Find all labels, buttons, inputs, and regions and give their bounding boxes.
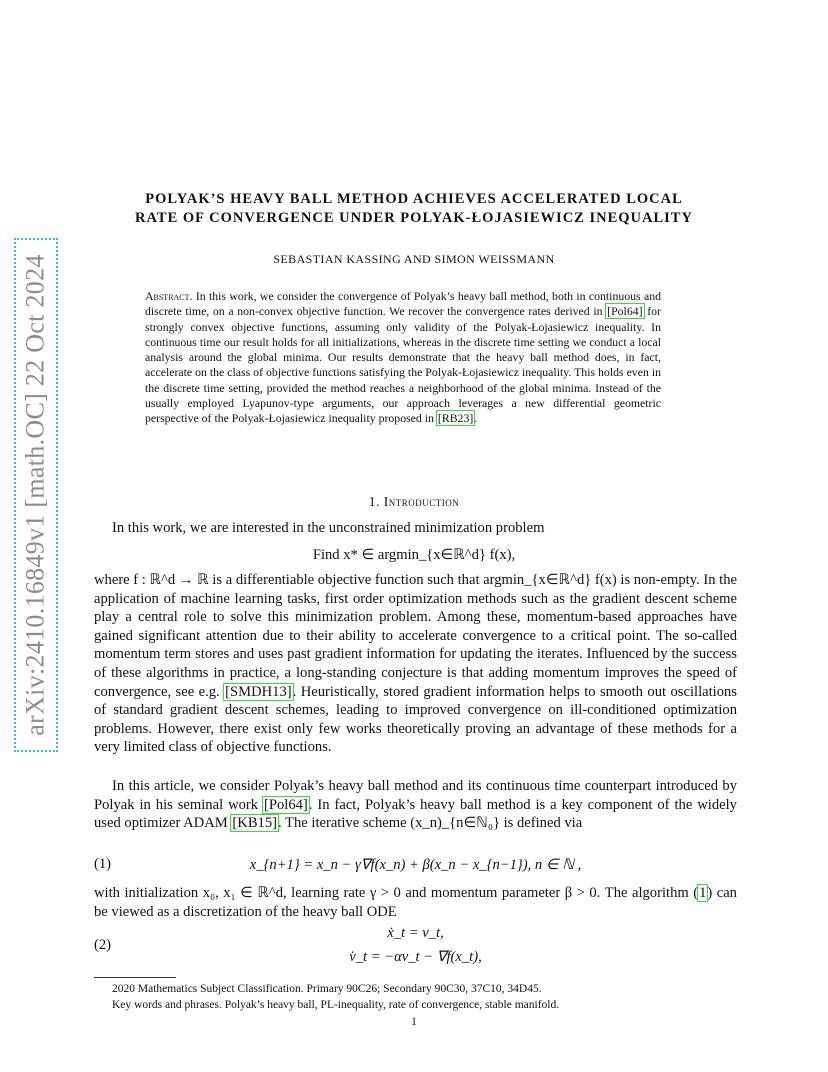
footnote-divider	[94, 977, 176, 978]
title-line-1: POLYAK’S HEAVY BALL METHOD ACHIEVES ACCELERATED LOCAL	[145, 191, 683, 207]
paragraph-3-text-2: ) can be viewed as a discretization of the heavy ball ODE	[94, 885, 737, 920]
paragraph-2	[94, 777, 737, 833]
abstract-text-2: for strongly convex objective functions, assuming only validity of the Polyak-Łojasiewicz inequality. In continuous time our result holds for all initializations, whereas in the discrete time setting we conduct a local analysis around the global minima. Our results demonstrate that the heavy ball method does, in fact, accelerate on the class of objective functions satisfying the Polyak-Łojasiewicz inequality. This holds even in the discrete time setting, provided the method reaches a neighborhood of the global minima. Instead of the usually employed Lyapunov-type arguments, our approach leverages a new differential geometric perspective of the Polyak-Łojasiewicz inequality proposed in	[145, 304, 661, 426]
paragraph-2-text-1: In this article, we consider Polyak’s heavy ball method and its continuous time counterpart introduced by Polyak in his seminal work	[94, 778, 737, 813]
equation-2-line-1: ẋ_t = v_t,	[387, 925, 444, 941]
equation-1	[94, 856, 737, 876]
equation-ref-link[interactable]: 1	[699, 885, 707, 901]
paragraph-2-text-3: . The iterative scheme (x_n)_{n∈ℕ₀} is defined via	[278, 815, 583, 832]
paragraph-1-text-1: where f : ℝ^d → ℝ is a differentiable objective function such that argmin_{x∈ℝ^d} f(x) is non-empty. In the application of machine learning tasks, first order optimization methods such as the gradient descent scheme play a central role to solve this minimization problem. Among these, momentum-based approaches have gained significant attention due to their ability to accelerate convergence to a critical point. The so-called momentum term stores and uses past gradient information for updating the iterates. Influenced by the success of these algorithms in practice, a long-standing conjecture is that adding momentum improves the speed of convergence, see e.g.	[94, 572, 738, 700]
paragraph-3-text-1: with initialization x₀, x₁ ∈ ℝ^d, learning rate γ > 0 and momentum parameter β > 0. The algorithm (	[94, 885, 699, 901]
paragraph-2-text-2: . In fact, Polyak’s heavy ball method is a key component of the widely used optimizer ADAM	[94, 796, 737, 832]
paragraph-3	[94, 884, 737, 921]
equation-2	[94, 925, 737, 969]
title-line-2: RATE OF CONVERGENCE UNDER POLYAK-ŁOJASIEWICZ INEQUALITY	[135, 210, 693, 226]
equation-1-body: x_{n+1} = x_n − γ∇f(x_n) + β(x_n − x_{n−1}), n ∈ ℕ ,	[249, 857, 582, 873]
abstract-text-3: .	[474, 411, 478, 426]
abstract	[145, 289, 661, 427]
abstract-heading: Abstract.	[145, 289, 193, 303]
abstract-text-1: In this work, we consider the convergence of Polyak’s heavy ball method, both in continuous and discrete time, on a non-convex objective function. We recover the convergence rates derived in	[145, 289, 661, 319]
find-formula: Find x* ∈ argmin_{x∈ℝ^d} f(x),	[312, 547, 516, 563]
arxiv-identifier: arXiv:2410.16849v1 [math.OC] 22 Oct 2024	[21, 254, 51, 736]
section-heading: 1. Introduction	[368, 494, 460, 509]
authors: SEBASTIAN KASSING AND SIMON WEISSMANN	[273, 252, 555, 266]
citation-link-pol64[interactable]: [Pol64]	[607, 304, 643, 319]
footnote-keywords: Key words and phrases. Polyak’s heavy ball, PL-inequality, rate of convergence, stable manifold.	[112, 999, 560, 1011]
equation-2-line-2: v̇_t = −αv_t − ∇f(x_t),	[349, 949, 482, 965]
citation-link-pol64-2[interactable]: [Pol64]	[264, 796, 308, 813]
citation-link-smdh13[interactable]: [SMDH13]	[225, 683, 292, 700]
paper-title	[0, 190, 828, 228]
intro-sentence	[94, 519, 737, 538]
citation-link-rb23[interactable]: [RB23]	[437, 411, 474, 426]
equation-1-number: (1)	[94, 856, 112, 872]
equation-2-number: (2)	[94, 937, 112, 953]
citation-link-kb15[interactable]: [KB15]	[232, 815, 278, 832]
paragraph-1-text-2: . Heuristically, stored gradient information helps to smooth out oscillations of standard gradient descent schemes, leading to improved convergence on ill-conditioned optimization problems. However, there exist only few works theoretically proving an advantage of these methods for a very limited class of objective functions.	[94, 683, 737, 756]
paragraph-1	[94, 571, 737, 757]
page-number: 1	[411, 1016, 417, 1028]
intro-text: In this work, we are interested in the unconstrained minimization problem	[112, 520, 545, 536]
footnote-msc: 2020 Mathematics Subject Classification. Primary 90C26; Secondary 90C30, 37C10, 34D45.	[112, 983, 542, 995]
